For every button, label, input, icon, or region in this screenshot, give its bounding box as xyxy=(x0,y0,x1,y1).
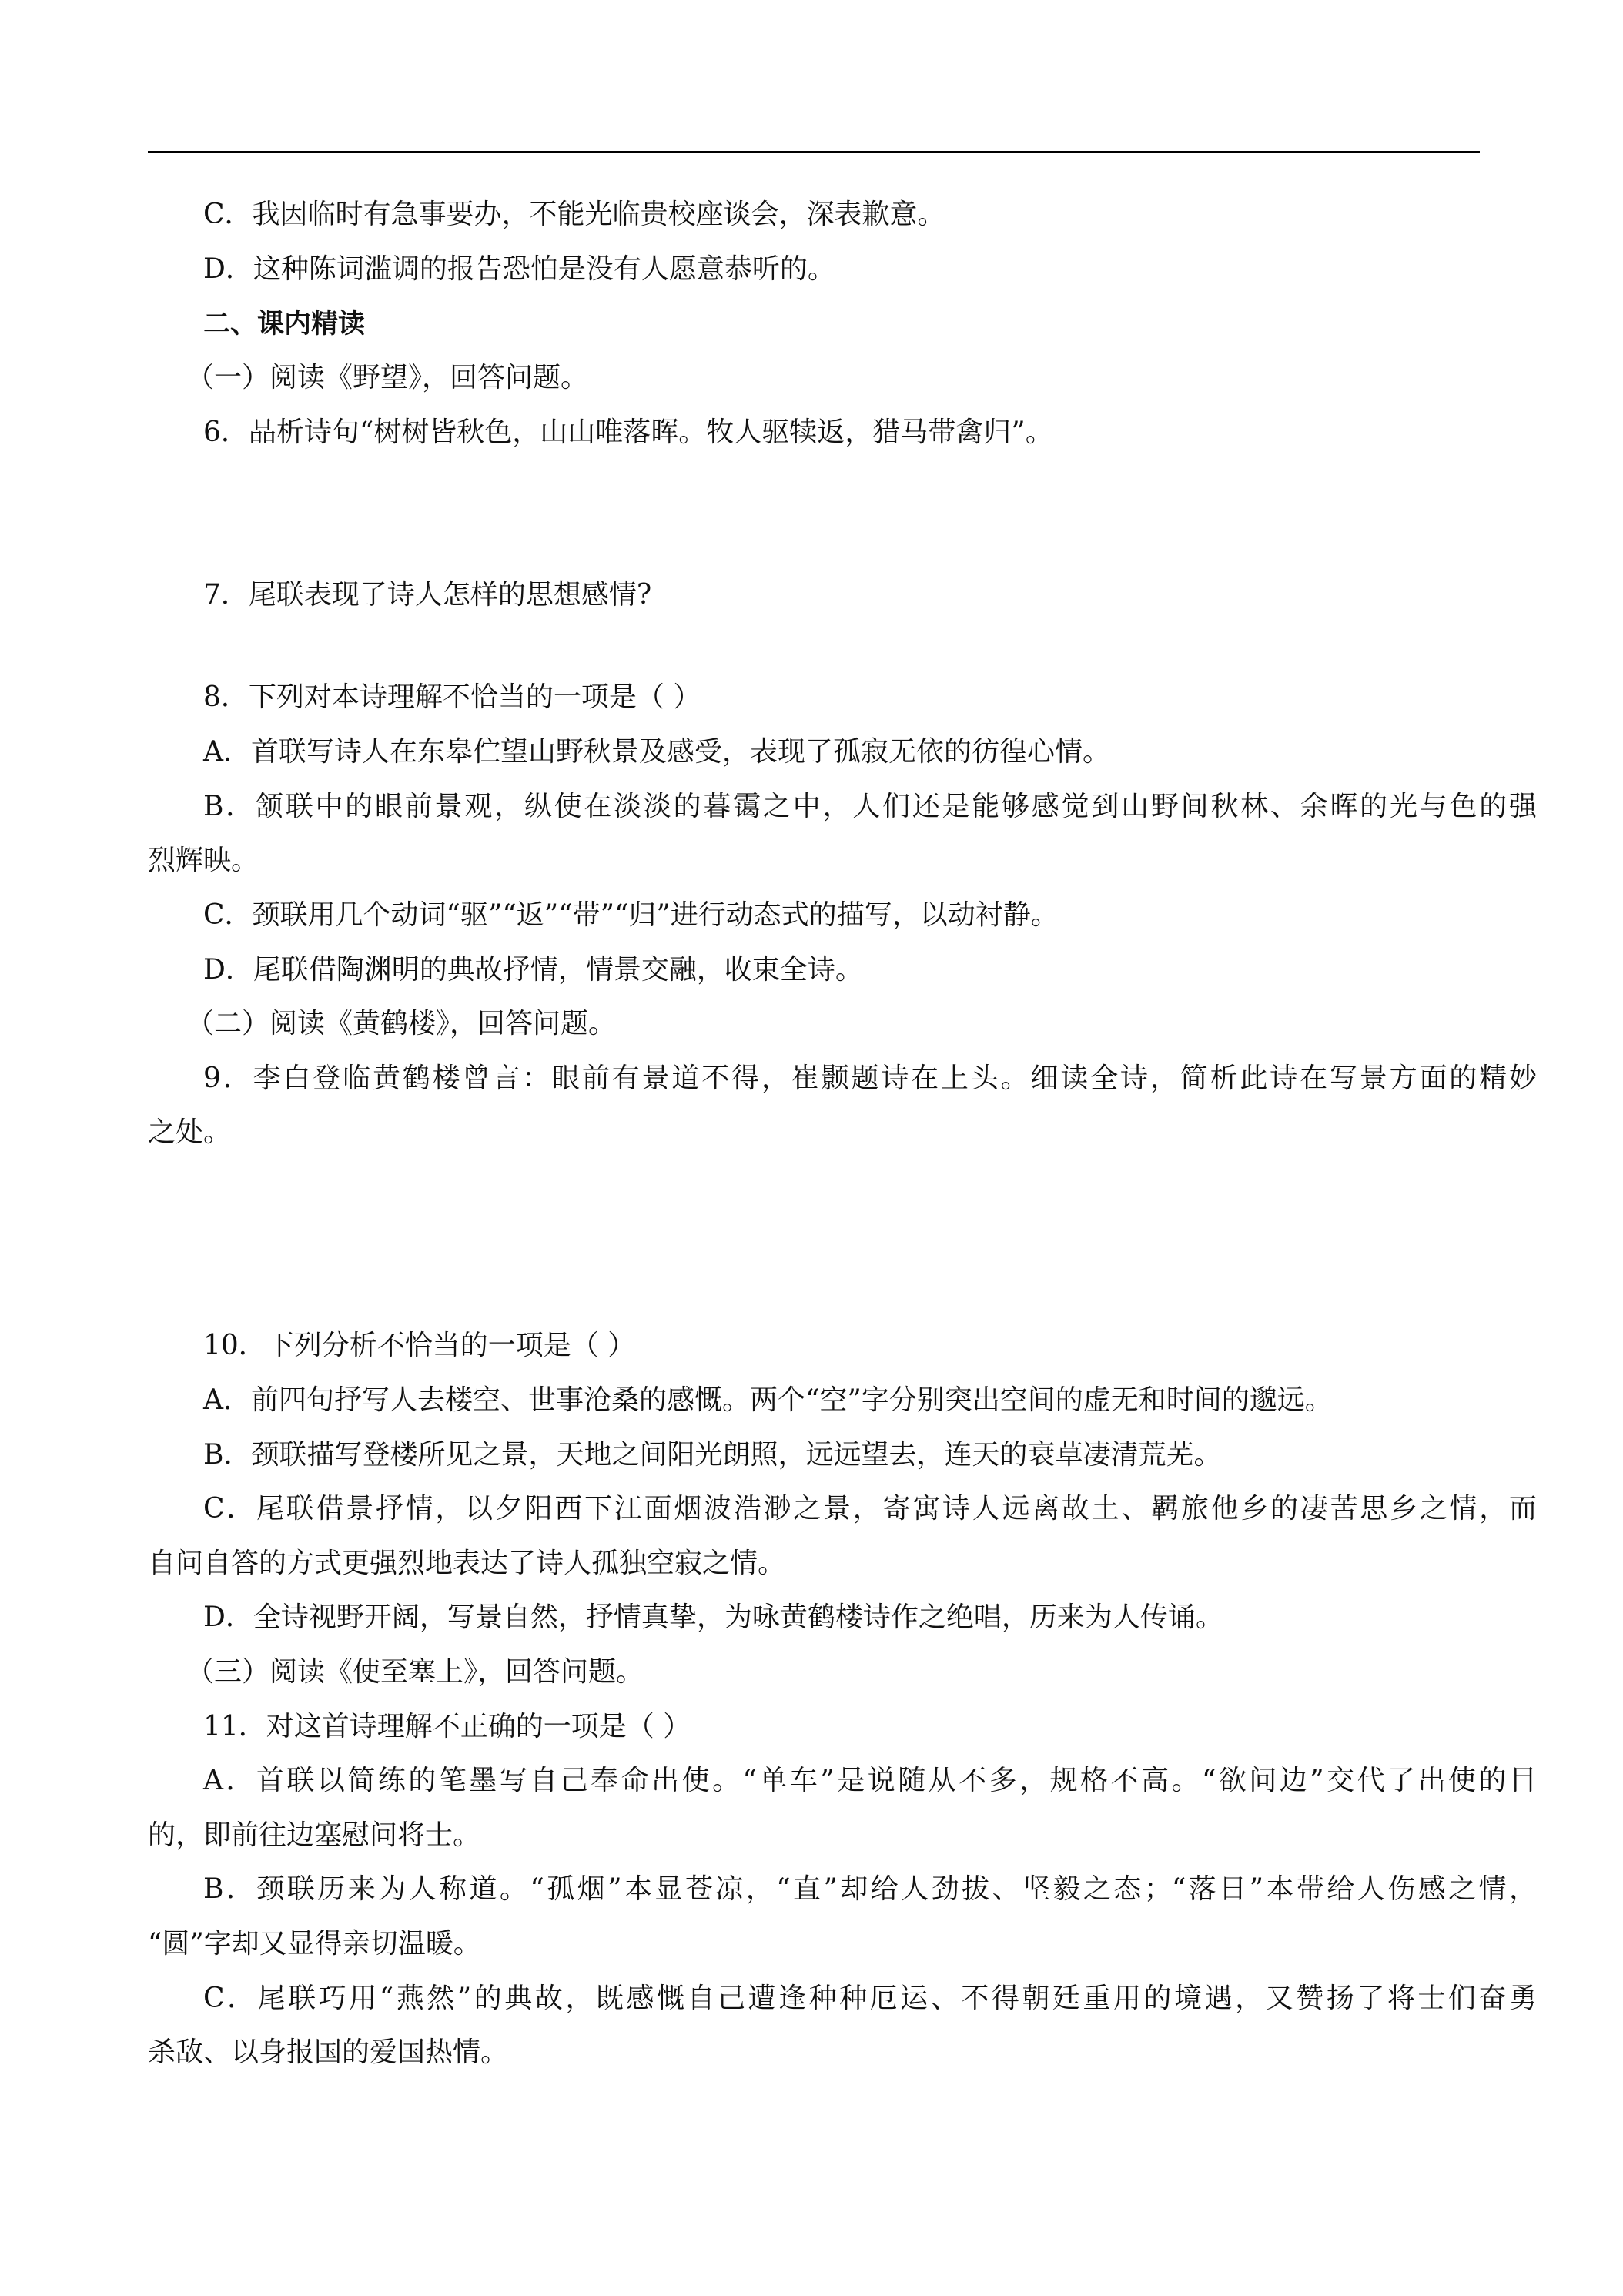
q8-option-b-cont: 烈辉映。 xyxy=(148,845,259,876)
q10-option-b: B．颈联描写登楼所见之景，天地之间阳光朗照，远远望去，连天的衰草凄清荒芜。 xyxy=(203,1439,1222,1471)
q10-option-c-cont: 自问自答的方式更强烈地表达了诗人孤独空寂之情。 xyxy=(148,1548,786,1579)
q11-option-b-cont: “圆”字却又显得亲切温暖。 xyxy=(148,1928,481,1960)
q10-option-a: A．前四句抒写人去楼空、世事沧桑的感慨。两个“空”字分别突出空间的虚无和时间的邈远。 xyxy=(203,1384,1333,1416)
q11-option-a-cont: 的，即前往边塞慰问将士。 xyxy=(148,1819,481,1851)
q8-option-d: D．尾联借陶渊明的典故抒情，情景交融，收束全诗。 xyxy=(203,954,863,986)
subsection-heading-2: （二）阅读《黄鹤楼》，回答问题。 xyxy=(186,1008,617,1039)
q8-option-c: C．颈联用几个动词“驱”“返”“带”“归”进行动态式的描写，以动衬静。 xyxy=(203,899,1059,931)
subsection-heading-1: （一）阅读《野望》，回答问题。 xyxy=(186,362,589,393)
q11-option-b: B．颈联历来为人称道。“孤烟”本显苍凉，“直”却给人劲拔、坚毅之态；“落日”本带给人伤感之情， xyxy=(203,1873,1537,1905)
option-c-line: C．我因临时有急事要办，不能光临贵校座谈会，深表歉意。 xyxy=(203,199,945,230)
q8-option-b: B．颔联中的眼前景观，纵使在淡淡的暮霭之中，人们还是能够感觉到山野间秋林、余晖的光与色的强 xyxy=(203,791,1537,822)
q8-option-a: A．首联写诗人在东皋伫望山野秋景及感受，表现了孤寂无依的彷徨心情。 xyxy=(203,736,1110,768)
subsection-heading-3: （三）阅读《使至塞上》，回答问题。 xyxy=(186,1656,644,1688)
q10-option-d: D．全诗视野开阔，写景自然，抒情真挚，为咏黄鹤楼诗作之绝唱，历来为人传诵。 xyxy=(203,1602,1223,1633)
question-6: 6．品析诗句“树树皆秋色，山山唯落晖。牧人驱犊返，猎马带禽归”。 xyxy=(203,417,1053,448)
question-11: 11．对这首诗理解不正确的一项是（ ） xyxy=(203,1711,691,1742)
option-d-line: D．这种陈词滥调的报告恐怕是没有人愿意恭听的。 xyxy=(203,253,835,285)
q11-option-a: A．首联以简练的笔墨写自己奉命出使。“单车”是说随从不多，规格不高。“欲问边”交代了出使的目 xyxy=(203,1765,1537,1796)
section-heading: 二、课内精读 xyxy=(203,309,366,340)
question-8: 8．下列对本诗理解不恰当的一项是（ ） xyxy=(203,681,701,713)
q11-option-c-cont: 杀敌、以身报国的爱国热情。 xyxy=(148,2037,509,2068)
q11-option-c: C．尾联巧用“燕然”的典故，既感慨自己遭逢种种厄运、不得朝廷重用的境遇，又赞扬了将士们奋勇 xyxy=(203,1983,1537,2014)
header-rule xyxy=(148,151,1480,153)
question-9: 9．李白登临黄鹤楼曾言：眼前有景道不得，崔颢题诗在上头。细读全诗，简析此诗在写景方面的精妙 xyxy=(203,1063,1537,1094)
question-9-cont: 之处。 xyxy=(148,1116,232,1148)
q10-option-c: C．尾联借景抒情，以夕阳西下江面烟波浩渺之景，寄寓诗人远离故土、羁旅他乡的凄苦思乡之情，而 xyxy=(203,1493,1537,1525)
question-10: 10．下列分析不恰当的一项是（ ） xyxy=(203,1330,636,1361)
question-7: 7．尾联表现了诗人怎样的思想感情? xyxy=(203,579,652,611)
